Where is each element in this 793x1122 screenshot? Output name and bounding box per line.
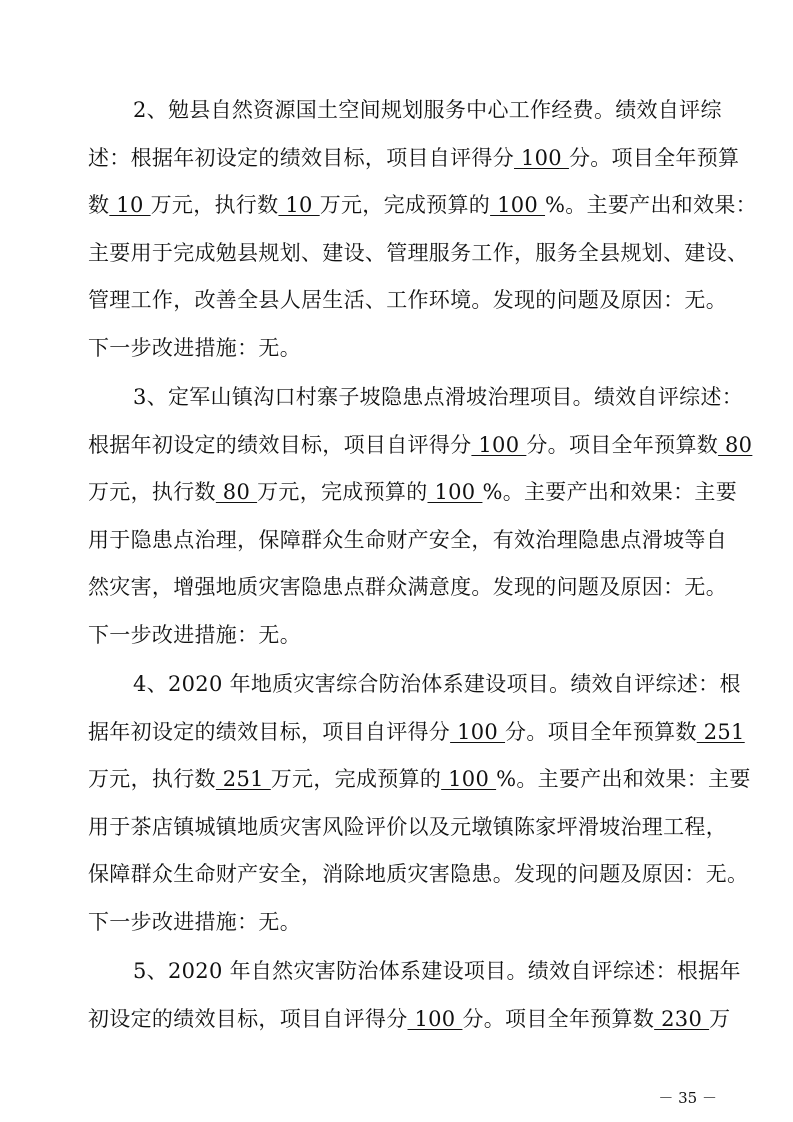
text-line <box>88 1004 731 1034</box>
underlined-value: 100 <box>407 1006 463 1031</box>
text-segment: 下一步改进措施：无。 <box>88 909 301 934</box>
text-line <box>133 382 744 412</box>
text-line <box>88 143 740 173</box>
text-line <box>88 238 749 268</box>
text-line <box>88 190 757 220</box>
underlined-value: 100 <box>471 432 527 457</box>
text-segment: 数 <box>88 193 110 217</box>
underlined-value: 230 <box>654 1006 710 1031</box>
text-line <box>88 430 753 460</box>
underlined-value: 251 <box>215 767 271 791</box>
underlined-value: 80 <box>718 432 753 457</box>
underlined-value: 100 <box>441 767 497 791</box>
text-segment: 4、2020 年地质灾害综合防治体系建设项目。绩效自评综述：根 <box>133 672 741 696</box>
text-segment: 管理工作，改善全县人居生活、工作环境。发现的问题及原因：无。 <box>88 288 727 312</box>
text-segment: 用于隐患点治理，保障群众生命财产安全，有效治理隐患点滑坡等自 <box>88 527 727 552</box>
text-line <box>88 764 751 794</box>
text-segment: 万元，完成预算的 <box>270 767 442 791</box>
underlined-value: 251 <box>696 719 745 744</box>
text-segment: 主要用于完成勉县规划、建设、管理服务工作，服务全县规划、建设、 <box>88 240 749 265</box>
text-segment: 5、2020 年自然灾害防治体系建设项目。绩效自评综述：根据年 <box>133 959 741 983</box>
text-line <box>88 525 727 555</box>
text-line <box>88 717 745 747</box>
text-segment: %。主要产出和效果：主要 <box>496 767 751 791</box>
text-segment: 初设定的绩效目标，项目自评得分 <box>88 1006 408 1031</box>
text-segment: %。主要产出和效果： <box>545 193 757 217</box>
text-line <box>133 956 741 986</box>
text-segment: 万元，完成预算的 <box>257 480 428 504</box>
text-line <box>133 95 720 125</box>
text-line <box>88 620 720 650</box>
underlined-value: 10 <box>109 193 151 217</box>
text-segment: 分。项目全年预算数 <box>526 432 719 457</box>
text-line <box>88 907 720 937</box>
text-line <box>88 477 737 507</box>
page-number: － 35 － <box>658 1089 717 1107</box>
text-line <box>88 285 727 315</box>
text-segment: 3、定军山镇沟口村寨子坡隐患点滑坡治理项目。绩效自评综述： <box>133 385 744 409</box>
text-segment: 据年初设定的绩效目标，项目自评得分 <box>88 719 451 744</box>
text-segment: 分。项目全年预算 <box>568 145 740 170</box>
text-segment: 万元，完成预算的 <box>319 193 491 217</box>
text-segment: 万元，执行数 <box>150 193 279 217</box>
underlined-value: 80 <box>215 480 258 504</box>
text-segment: 分。项目全年预算数 <box>462 1006 655 1031</box>
text-line <box>88 572 727 602</box>
underlined-value: 100 <box>514 145 569 170</box>
text-segment: 下一步改进措施：无。 <box>88 622 301 647</box>
underlined-value: 100 <box>490 193 546 217</box>
text-segment: 分。项目全年预算数 <box>505 719 697 744</box>
text-segment: 2、勉县自然资源国土空间规划服务中心工作经费。绩效自评综 <box>133 98 722 122</box>
text-line <box>88 859 749 889</box>
text-segment: 根据年初设定的绩效目标，项目自评得分 <box>88 432 472 457</box>
underlined-value: 100 <box>450 719 506 744</box>
text-segment: 保障群众生命财产安全，消除地质灾害隐患。发现的问题及原因：无。 <box>88 862 749 886</box>
text-segment: 用于茶店镇城镇地质灾害风险评价以及元墩镇陈家坪滑坡治理工程， <box>88 814 727 839</box>
underlined-value: 10 <box>278 193 320 217</box>
text-segment: 万 <box>709 1006 731 1031</box>
text-segment: 述：根据年初设定的绩效目标，项目自评得分 <box>88 145 514 170</box>
text-line <box>88 333 720 363</box>
text-segment: 下一步改进措施：无。 <box>88 335 301 360</box>
text-line <box>133 669 741 699</box>
text-segment: 然灾害，增强地质灾害隐患点群众满意度。发现的问题及原因：无。 <box>88 575 727 599</box>
text-line <box>88 812 727 842</box>
text-segment: %。主要产出和效果：主要 <box>482 480 737 504</box>
underlined-value: 100 <box>427 480 483 504</box>
text-segment: 万元，执行数 <box>88 480 216 504</box>
text-segment: 万元，执行数 <box>88 767 216 791</box>
